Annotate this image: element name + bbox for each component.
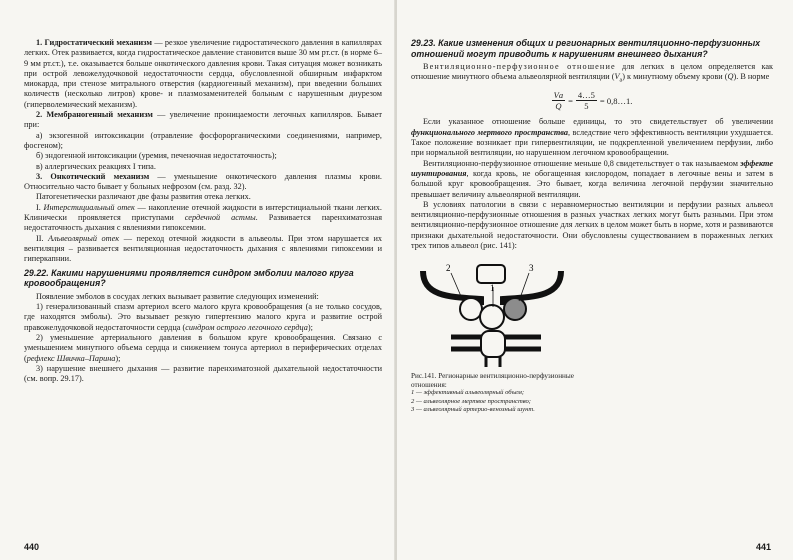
paragraph — [24, 151, 382, 161]
text-run: ); — [115, 353, 121, 363]
text-run: эффекте шунтирования — [411, 158, 773, 178]
left-page — [0, 0, 396, 560]
intro-q: Q — [727, 72, 734, 82]
paragraph — [24, 38, 382, 110]
formula-eq1: = — [568, 95, 573, 106]
intro-text-3: ). В норме — [733, 72, 770, 82]
text-run: 2. Мембраногенный механизм — [36, 110, 153, 120]
figure-legend — [411, 389, 591, 414]
text-run: Появление эмболов в сосудах легких вызывает развитие следующих изменений: — [36, 291, 319, 301]
text-run: В условиях патологии в связи с неравномерностью вентиляции и перфузии разных альвеол вентиляционно-перфузионные отношения в разных участках легких могут быть разными. При этом вентиляционно-перфузионное отношение для легких в целом может быть в норме, хотя и развиваются признаки дыхательной недостаточности. Они обусловлены существованием в пораженных легких трех типов альвеол (рис. 141): — [411, 199, 773, 250]
paragraph — [24, 234, 382, 265]
legend-item-3 — [411, 406, 591, 414]
text-run: 3. Онкотический механизм — [36, 171, 150, 181]
text-run: I. — [36, 202, 44, 212]
paragraph — [24, 131, 382, 152]
left-page-text — [24, 38, 382, 384]
paragraph-dead-space — [411, 117, 773, 158]
text-run: II. — [36, 233, 49, 243]
formula-mid-den: 5 — [584, 101, 589, 112]
formula-lhs — [552, 90, 565, 111]
text-run: б) эндогенной интоксикации (уремия, печеночная недостаточность); — [36, 151, 277, 161]
paragraph — [24, 203, 382, 234]
legend-num-3: 3 — [411, 405, 415, 413]
legend-num-2: 2 — [411, 397, 415, 405]
legend-text-3: — альвеолярный артерио-венозный шунт. — [414, 405, 535, 413]
alveolus-dead-space — [460, 298, 482, 320]
figure-caption: Рис.141. Регионарные вентиляционно-перфузионные отношения: — [411, 372, 574, 389]
paragraph — [24, 364, 382, 385]
vq-formula — [411, 90, 773, 111]
legend-text-1: — эффективный альвеолярный объем; — [414, 389, 525, 397]
section-heading: 29.22. Какими нарушениями проявляется синдром эмболии малого круга кровообращения? — [24, 267, 354, 289]
legend-num-1: 1 — [411, 389, 415, 397]
paragraph-pathology — [411, 200, 773, 251]
text-run: Интерстициальный отек — [43, 202, 135, 212]
left-page-number: 440 — [24, 542, 40, 552]
text-run: — переход отечной жидкости в альвеолы. При этом нарушается их вентиляция – развивается вентиляционная недостаточность дыхания с явлениями гипоксемии и гиперкапнии. — [24, 233, 382, 264]
paragraph — [24, 162, 382, 172]
figure-141 — [411, 257, 591, 414]
text-run: — резкое увеличение гидростатического давления в капиллярах легких. Отек развивается, когда гидростатическое давление становится выше 30 мм рт.ст. (в норме 6–9 мм рт.ст.), т.е. оказывается больше онкотического давления крови. Такая ситуация может возникать при острой левожелудочковой недостаточности сердца, обусловленной обширным инфарктом миокарда, при стенозе митрального отверстия (кардиогенный механизм), при введении больших количеств (несколько литров) крове- и плазмозаменителей больным с нарушенным диурезом (гиперволемический механизм). — [24, 38, 382, 109]
right-page-number: 441 — [755, 542, 771, 552]
formula-eq2: = 0,8…1. — [599, 95, 633, 106]
alveolus-shunt — [504, 298, 526, 320]
intro-va-sub: a — [619, 78, 623, 85]
alveoli-diagram — [411, 257, 591, 369]
text-run: а) экзогенной интоксикации (отравление фосфорорганическими соединениями, например, фосгеном); — [24, 130, 382, 150]
text-run: Альвеолярный отек — [48, 233, 120, 243]
intro-text-2: ) к минутному объему крови ( — [622, 72, 728, 82]
text-run: ); — [307, 322, 313, 332]
legend-item-1 — [411, 389, 591, 397]
formula-mid — [576, 90, 597, 111]
text-run: синдром острого легочного сердца — [185, 322, 308, 332]
paragraph — [24, 172, 382, 193]
intro-paragraph — [411, 62, 773, 86]
paragraph — [24, 192, 382, 202]
text-run: . Развивается паренхиматозная недостаточность дыхания с явлениями гипоксемии. — [24, 213, 382, 233]
text-run: сердечной астмы — [184, 213, 256, 223]
text-run: 1. Гидростатический механизм — [36, 38, 152, 47]
paragraph — [24, 292, 382, 302]
intro-spaced-term: Вентиляционно-перфузионное отношение — [423, 62, 616, 72]
right-page — [397, 0, 793, 560]
paragraph — [24, 333, 382, 364]
formula-lhs-den: Q — [555, 101, 562, 112]
formula-mid-num: 4…5 — [577, 90, 595, 101]
figure-label-3: 3 — [529, 263, 534, 274]
intro-text-1: для легких в целом определяется как отношение минутного объема альвеолярной вентиляции ( — [411, 62, 774, 82]
figure-label-2: 2 — [446, 263, 451, 274]
text-run: в) аллергических реакциях I типа. — [36, 161, 156, 171]
text-run: — увеличение проницаемости легочных капилляров. Бывает при: — [24, 110, 382, 130]
legend-item-2 — [411, 398, 591, 406]
text-run: функционального мертвого пространства — [411, 127, 569, 137]
paragraph — [24, 302, 382, 333]
formula-lhs-num: Vа — [553, 90, 564, 101]
vessel-outflow — [486, 357, 500, 367]
capillary-junction — [481, 331, 505, 357]
alveolus-effective — [480, 305, 504, 329]
central-airway — [477, 265, 505, 283]
figure-label-1: 1 — [490, 283, 495, 294]
section-heading-29-23: 29.23. Какие изменения общих и регионарных вентиляционно-перфузионных отношений могут приводить к нарушениям внешнего дыхания? — [411, 38, 761, 59]
text-run: — уменьшение онкотического давления плазмы крови. Относительно часто бывает у больных нефрозом (см. разд. 32). — [24, 171, 382, 192]
text-run: Патогенетически различают две фазы развития отека легких. — [36, 192, 251, 202]
text-run: 1) генерализованный спазм артериол всего малого круга кровообращения (а не только сосудов, где находятся эмболы). Это вызывает резкую гипертензию малого круга и развитие острой правожелудочковой недостаточности сердца ( — [24, 302, 382, 332]
paragraph — [24, 110, 382, 131]
text-run: 2) уменьшение артериального давления в большом круге кровообращения. Связано с уменьшением минутного объема сердца и снижением тонуса артериол в периферических отделах ( — [24, 332, 382, 363]
paragraph-shunt — [411, 159, 773, 200]
text-run: , вследствие чего эффективность вентиляции ухудшается. Такое положение возникает при гипервентиляции, не подкрепленной увеличением перфузии, либо при нормальной вентиляции, но нарушенном легочном кровообращении. — [411, 127, 774, 158]
text-run: Вентиляционно-перфузионное отношение меньше 0,8 свидетельствует о так называемом — [423, 158, 741, 168]
text-run: Если указанное отношение больше единицы, то это свидетельствует об увеличении — [423, 117, 773, 127]
text-run: , когда кровь, не обогащенная кислородом, попадает в легочные вены и затем в большой круг кровообращения. Это бывает, когда величина легочной перфузии значительно превышает величину альвеолярной вентиляции. — [411, 168, 773, 199]
text-run: 3) нарушение внешнего дыхания — развитие паренхиматозной дыхательной недостаточности (см. вопр. 29.17). — [24, 363, 382, 384]
intro-va: V — [614, 72, 620, 82]
text-run: рефлекс Швичка–Парина — [26, 353, 116, 363]
text-run: — накопление отечной жидкости в интерстициальной ткани легких. Клинически проявляется приступами — [24, 202, 382, 223]
legend-text-2: — альвеолярное мертвое пространство; — [414, 397, 531, 405]
